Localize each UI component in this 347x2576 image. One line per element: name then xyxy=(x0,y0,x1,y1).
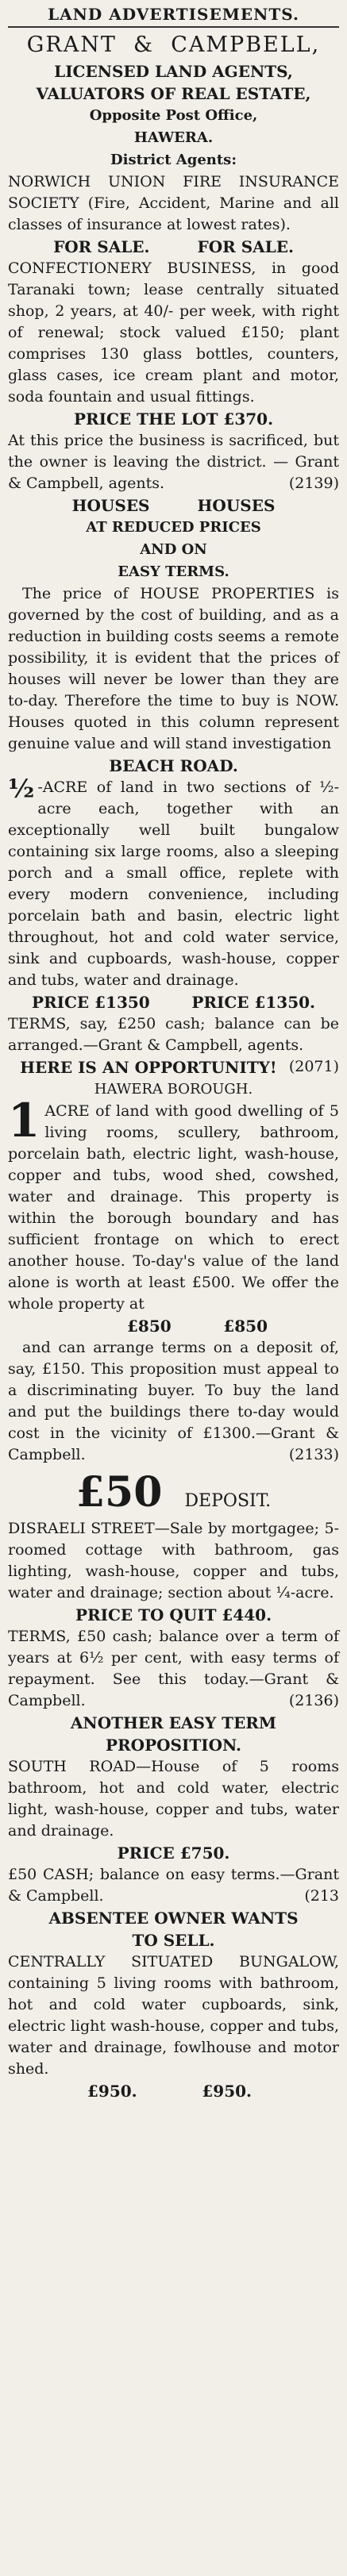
firm-district-text: NORWICH UNION FIRE INSURANCE SOCIETY (Fire, Accident, Marine and all classes of insurance at lowest rates). xyxy=(8,173,339,233)
ad6-heading2: PROPOSITION. xyxy=(106,1736,241,1755)
ad1-heading xyxy=(8,236,339,258)
firm-name xyxy=(8,33,339,57)
ad2-heading xyxy=(8,494,339,517)
ad3-terms-text: TERMS, say, £250 cash; balance can be arranged.—Grant & Campbell, agents. xyxy=(8,1015,339,1054)
ad6-terms xyxy=(8,1864,339,1907)
ad3-body: -ACRE of land in two sections of ½-acre each, together with an exceptionally well built bungalow containing six large rooms, also a sleeping porch and a small office, replete with every modern convenience, including porcelain bath and basin, electric light throughout, hot and cold water service, sink and cupboards, wash-house, copper and tubs, water and drainage. xyxy=(8,779,339,989)
firm-address: Opposite Post Office, xyxy=(89,107,258,124)
ad5-terms xyxy=(8,1626,339,1712)
ad5-amount: £50 xyxy=(75,1468,163,1517)
firm-district-label: District Agents: xyxy=(110,152,237,168)
ad4-price-row xyxy=(8,1315,339,1337)
ad7-price-right: £950. xyxy=(202,2082,252,2101)
ad6-price: PRICE £750. xyxy=(117,1844,230,1863)
ad1-footer-text: At this price the business is sacrificed, but the owner is leaving the district. — Grant & Campbell, agents. xyxy=(8,432,339,492)
ad2-sub3: EASY TERMS. xyxy=(118,563,229,580)
ad3-heading: BEACH ROAD. xyxy=(109,756,238,775)
ad5-ref: (2136) xyxy=(288,1692,339,1709)
ad6-body: SOUTH ROAD—House of 5 rooms bathroom, hot and cold water, electric light, wash-house, copper and tubs, water and drainage. xyxy=(8,1758,339,1840)
page-header: LAND ADVERTISEMENTS. xyxy=(48,5,299,24)
ad1-body: CONFECTIONERY BUSINESS, in good Taranaki town; lease centrally situated shop, 2 years, at 40/- per week, with right of renewal; stock valued £150; plant comprises 130 glass bottles, counters, glass cases, ice cream plant and motor, soda fountain and usual fittings. xyxy=(8,260,339,406)
ad1-ref: (2139) xyxy=(288,475,339,492)
ad3-price-right: PRICE £1350. xyxy=(191,993,315,1012)
ad4-ref: (2133) xyxy=(288,1446,339,1463)
ad7-body: CENTRALLY SITUATED BUNGALOW, containing 5 living rooms with bathroom, hot and cold water cupboards, sink, electric light wash-house, copper and tubs, water and drainage, fowlhouse and motor shed. xyxy=(8,1953,339,2078)
ad4-footer-text: and can arrange terms on a deposit of, say, £150. This proposition must appeal to a discriminating buyer. To buy the land and put the buildings there to-day would cost in the vicinity of £1300.—Grant & Campbell. xyxy=(8,1339,339,1463)
ad3-lead: ½ xyxy=(8,774,35,804)
firm-name-amp: & xyxy=(133,33,155,57)
firm-name-grant: GRANT xyxy=(26,33,117,57)
ad1-heading-left: FOR SALE. xyxy=(53,237,150,256)
ad4-heading: HERE IS AN OPPORTUNITY! xyxy=(20,1058,277,1077)
ad4-body: ACRE of land with good dwelling of 5 living rooms, scullery, bathroom, porcelain bath, electric light, wash-house, copper and tubs, wood shed, cowshed, water and drainage. This property is within the borough boundary and has sufficient frontage on which to erect another house. To-day's value of the land alone is worth at least £500. We offer the whole property at xyxy=(8,1102,339,1313)
ad1-footer xyxy=(8,430,339,494)
ad4-price-right: £850 xyxy=(223,1317,268,1336)
ad5-label: DEPOSIT. xyxy=(184,1491,272,1511)
ad5-deposit xyxy=(8,1468,339,1517)
ad7-heading2: TO SELL. xyxy=(132,1931,215,1950)
ad7-price-row xyxy=(8,2080,339,2102)
ad7-price-left: £950. xyxy=(87,2082,137,2101)
ad3-price-left: PRICE £1350 xyxy=(32,993,150,1012)
ad3-ref: (2071) xyxy=(288,1058,339,1075)
ad4-footer xyxy=(8,1337,339,1466)
ad3-body-wrap xyxy=(8,774,339,991)
firm-licensed: LICENSED LAND AGENTS, xyxy=(54,62,293,81)
ad2-body: The price of HOUSE PROPERTIES is governed by the cost of building, and as a reduction in building costs seems a remote possibility, it is evident that the prices of houses will never be lower than they are to-day. Therefore the time to buy is NOW. Houses quoted in this column represent genuine value and will stand investigation xyxy=(8,585,339,752)
ad5-price: PRICE TO QUIT £440. xyxy=(75,1605,272,1624)
ad6-ref: (213 xyxy=(304,1887,339,1905)
ad5-terms-text: TERMS, £50 cash; balance over a term of years at 6½ per cent, with easy terms of repayment. See this today.—Grant & Campbell. xyxy=(8,1628,339,1709)
ad1-price: PRICE THE LOT £370. xyxy=(73,409,274,429)
ad5-body: DISRAELI STREET—Sale by mortgagee; 5-roomed cottage with bathroom, gas lighting, wash-house, copper and tubs, water and drainage; section about ¼-acre. xyxy=(8,1520,339,1601)
ad4-body-wrap xyxy=(8,1094,339,1315)
ad2-heading-right: HOUSES xyxy=(197,496,276,515)
ad6-terms-text: £50 CASH; balance on easy terms.—Grant & Campbell. xyxy=(8,1866,339,1905)
ad4-lead: 1 xyxy=(8,1094,40,1148)
ad4-price-left: £850 xyxy=(127,1317,172,1336)
ad2-heading-left: HOUSES xyxy=(71,496,150,515)
ad2-sub1: AT REDUCED PRICES xyxy=(86,519,261,536)
firm-valuators: VALUATORS OF REAL ESTATE, xyxy=(36,84,311,103)
ad1-heading-right: FOR SALE. xyxy=(197,237,294,256)
ad6-heading1: ANOTHER EASY TERM xyxy=(70,1713,277,1732)
header-rule xyxy=(8,26,339,28)
ad3-price-row xyxy=(8,991,339,1013)
firm-town: HAWERA. xyxy=(133,129,214,146)
ad2-sub2: AND ON xyxy=(140,541,207,558)
ad7-heading1: ABSENTEE OWNER WANTS xyxy=(48,1909,299,1928)
ad4-sub: HAWERA BOROUGH. xyxy=(94,1081,253,1098)
firm-name-campbell: CAMPBELL, xyxy=(171,33,321,57)
